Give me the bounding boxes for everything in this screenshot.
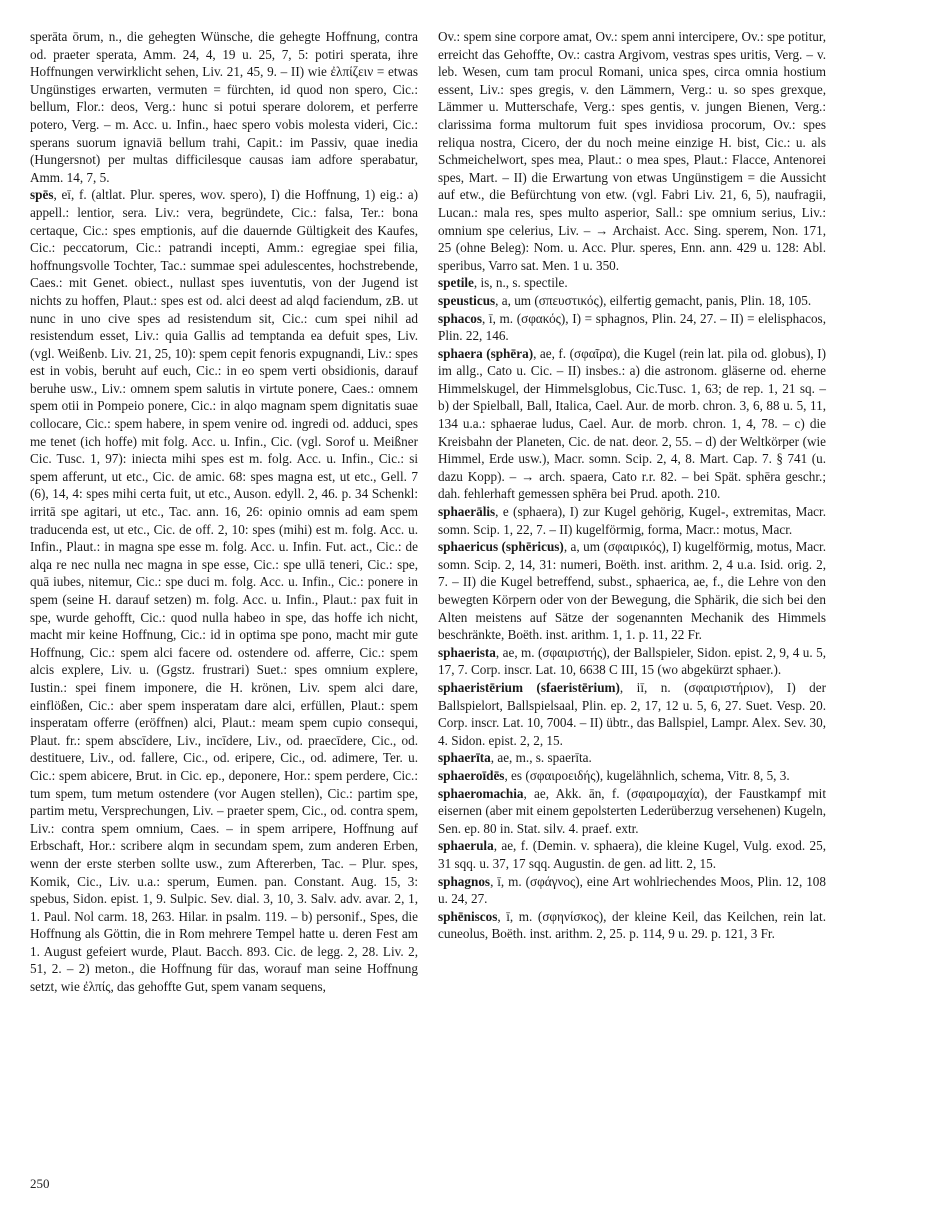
entry-spheniscos: sphēniscos, ī, m. (σφηνίσκος), der kleine Keil, das Keilchen, rein lat. cuneolus, Boëth. inst. arithm. 2, 25. p. 114, 9 u. 29. p. 121, 3 Fr.	[438, 908, 826, 942]
entry-sphagnos: sphagnos, ī, m. (σφάγνος), eine Art wohlriechendes Moos, Plin. 12, 108 u. 24, 27.	[438, 873, 826, 907]
headword: sphaerista	[438, 644, 496, 660]
entry-spetile: spetile, is, n., s. spectile.	[438, 275, 568, 291]
entry-sphacos: sphacos, ī, m. (σφακός), I) = sphagnos, Plin. 24, 27. – II) = elelisphacos, Plin. 22, 146.	[438, 310, 826, 344]
entry-sphaeristerium: sphaeristērium (sfaeristērium), iī, n. (σφαιριστήριον), I) der Ballspielort, Ballspielsaal, Plin. ep. 2, 17, 12 u. 5, 6, 27. Suet. Vesp. 20. Corp. inscr. Lat. 10, 7004. – II) übtr., das Ballspiel, Lampr. Alex. Sev. 30, 4. Sidon. epist. 2, 2, 15.	[438, 679, 826, 748]
headword: sphaerālis	[438, 504, 496, 520]
entry-sphaeromachia: sphaeromachia, ae, Akk. ān, f. (σφαιρομαχία), der Faustkampf mit eisernen (aber mit einem gepolsterten Lederüberzug versehenen) Kugeln, Sen. ep. 80 in. Stat. silv. 4. praef. extr.	[438, 785, 826, 836]
entry-speusticus: speusticus, a, um (σπευστικός), eilfertig gemacht, panis, Plin. 18, 105.	[438, 292, 812, 308]
entry-sphaerista: sphaerista, ae, m. (σφαιριστής), der Ballspieler, Sidon. epist. 2, 9, 4 u. 5, 17, 7. Corp. inscr. Lat. 10, 6638 C III, 15 (wo abgekürzt sphaer.).	[438, 644, 826, 678]
headword: sphaerula	[438, 838, 494, 854]
entry-sperata-continued: sperāta ōrum, n., die gehegten Wünsche, die gehegte Hoffnung, contra od. praeter sperata, Amm. 24, 4, 19 u. 25, 7, 5: potiri sperata, ihre Hoffnungen verwirklicht sehen, Liv. 21, 45, 9. – II) wie ἐλπίζειν = etwas Ungünstiges erwarten, vermuten = fürchten, id quod non spero, Cic.: bellum, Flor.: deos, Verg.: hunc si potui sperare dolorem, et perferre potero, Verg. – m. Acc. u. Infin., haec spero vobis molesta videri, Cic.: sperans suorum ignaviā bellum trahi, Capit.: im Passiv, quae inedia (Hungersnot) per multas difficilesque causas iam adfore sperabatur, Amm. 14, 7, 5.	[30, 29, 418, 185]
page-number: 250	[30, 1176, 50, 1191]
entry-spes: spēs, eī, f. (altlat. Plur. speres, wov. spero), I) die Hoffnung, 1) eig.: a) appell.: lentior, sera. Liv.: vera, begründete, Cic.: falsa, Ter.: bona certaque, Cic.: spes emptionis, auf die dauernde Gültigkeit des Kaufes, Cic.: peccatorum, Cic.: patrandi incepti, Amm.: egregiae spei filia, hoffnungsvolle Tochter, Tac.: summae spei adulescentes, hochstrebende, Caes.: mit Genet. obiect., nullast spes iuventutis, von der Jugend ist nichts zu hoffen, Plaut.: spes est od. alci deest ad alqd faciendum, zB. ut nunc in uno cive spes ad resistendum sit, Cic.: cum spei nihil ad resistendum esset, Liv.: quia Gallis ad temptanda ea defuit spes, Liv. (vgl. Weißenb. Liv. 21, 25, 10): spem cepit fenoris expugnandi, Liv.: spes est in vobis, beruht auf euch, Cic.: in eo spem verti obsidionis, darauf beruhe usw., Liv.: omnem spem salutis in virtute ponere, Caes.: omnem spem otii in Pompeio ponere, Cic.: in alqo magnam spem dignitatis suae collocare, Cic.: spem habere, in spem venire od. ingredi od. adduci, spes me tenet (ich hoffe) mit folg. Acc. u. Infin., Cic. (vgl. Sorof u. Meißner Cic. Tusc. 1, 97): iniecta mihi spes est m. folg. Acc. u. Infin., Cic.: si spem afferunt, ut etc., Cic. de amic. 68: spes magna est, ut etc., Gell. 7 (6), 14, 4: spes mihi certa fuit, ut etc., Auson. edyll. 2, 46. p. 34 Schenkl: irritā spe agitari, ut etc., Tac. ann. 16, 26: opinio omnis ad eam spem traducenda est, ut etc., Cic. de off. 2, 10: spes (mihi) est m. folg. Acc. u. Infin., Plaut.: in magna spe esse m. folg. Acc. u. Infin. Fut. act., Cic.: de alqa re nec nulla nec magna in spe esse, Cic.: spe ullā teneri, Cic.: spe, quā iubes, nitemur, Cic.: spe duci m. folg. Acc. u. Infin., Cic.: ponere in spem (seine H. darauf setzen) m. folg. Acc. u. Infin., Plaut.: pax fuit in spe, wurde gehofft, Cic.: quod nulla habeo in spe, das hoffe ich nicht, macht mir keine Hoffnung, Cic.: id in optima spe pono, macht mir gute Hoffnung, Cic.: spem alci facere od. ostendere od. afferre, Cic.: spem alcis explere, Liv. u. (Ggstz. frustrari) Suet.: spes omnium explere, Iustin.: spei finem imponere, die H. krönen, Liv. spem alci dare, einflößen, Cic.: aber spem insperatam dare alci, erfüllen, Plaut.: spem insperatam offerre (eröffnen) alci, Plaut.: meam spem cupio consequi, Plaut. fr.: spem abscīdere, Liv., incīdere, Liv., od. praecīdere, Cic., od. destituere, Liv., od. fallere, Cic., od. eripere, Cic., od. adimere, Ter. u. Cic.: spem abicere, Brut. in Cic. ep., deponere, Hor.: spem perdere, Cic.: tum spem, tum metum ostendere (vor Augen stellen), Cic.: partim spe, partim metu, Versprechungen, Liv. – praeter spem, Cic., od. contra spem, Liv.: contra spem omnium, Caes. – in spem arripere, Hoffnung auf Erbschaft, Hor.: scribere alqm in secundam spem, zum anderen Erben, wenn der erste sterben sollte usw., zum Aftererben, Tac. – Plur. spes, Komik, Cic., Liv. u.a.: sperum, Eumen. pan. Constant. Aug. 15, 3: spebus, Sidon. epist. 1, 9. Sulpic. Sev. dial. 3, 10, 3. Salv. adv. avar. 2, 1, 1. Paul. Nol carm. 18, 263. Hilar. in psalm. 119. – b) personif., Spes, die Hoffnung als Göttin, die in Rom mehrere Tempel hatte u. deren Fest am 1. August gefeiert wurde, Plaut. Bacch. 893. Cic. de legg. 2, 28. Liv. 2, 51, 2. – 2) meton., die Hoffnung für das, worauf man seine Hoffnung setzt, wie ἐλπίς, das gehoffte Gut, spem vanam sequens,	[30, 187, 418, 995]
headword: sphaeroīdēs	[438, 767, 505, 783]
headword: sphacos	[438, 310, 482, 326]
headword: spetile	[438, 275, 474, 291]
headword: sphēniscos	[438, 908, 498, 924]
headword: sphagnos	[438, 873, 491, 889]
headword: spēs	[30, 187, 54, 203]
headword: sphaerīta	[438, 750, 491, 766]
headword: sphaera (sphēra)	[438, 345, 534, 361]
entry-sphaeroides: sphaeroīdēs, es (σφαιροειδής), kugelähnlich, schema, Vitr. 8, 5, 3.	[438, 767, 790, 783]
headword: sphaericus (sphēricus)	[438, 539, 564, 555]
headword: sphaeristērium (sfaeristērium)	[438, 679, 620, 695]
entry-sphaera: sphaera (sphēra), ae, f. (σφαῖρα), die Kugel (rein lat. pila od. globus), I) im allg., Cato u. Cic. – II) insbes.: a) die astronom. gläserne od. eherne Himmelskugel, der Himmelsglobus, Cic.Tusc. 1, 63; de rep. 1, 21 sq. – b) der Spielball, Ball, Italica, Cael. Aur. de morb. chron. 3, 6, 88 u. 5, 11, 134 u.a.: sphaerae ludus, Cael. Aur. de morb. chron. 1, 4, 78. – c) die Kreisbahn der Planeten, Cic. de nat. deor. 2, 55. – d) der Weltkörper (wie Himmel, Erde usw.), Macr. somn. Scip. 2, 4, 8. Mart. Cap. 7. § 741 (u. dazu Kopp). – → arch. spaera, Cato r.r. 82. – bei Spät. sphēra geschr.; dah. fehlerhaft gemessen sphēra bei Prud. apoth. 210.	[438, 345, 826, 502]
right-column	[438, 28, 826, 943]
headword: speusticus	[438, 292, 496, 308]
entry-spes-continued: Ov.: spem sine corpore amat, Ov.: spem anni intercipere, Ov.: spe potitur, erreicht das Gehoffte, Ov.: castra Argivom, vestras spes uritis, Verg. – v. leb. Wesen, cum tam procul Romani, unica spes, circa omnia hostium essent, Liv.: spes gregis, v. den Lämmern, Verg.: u. so spes grexque, Lämmer u. Mutterschafe, Verg.: spes gentis, v. jungen Bienen, Verg.: clarissima forma multorum fuit spes invidiosa procorum, Ov.: spes reliqua nostra, Cicero, der du noch meine einzige H. bist, Cic.: u. als Schmeichelwort, spes mea, Plaut.: o mea spes, Plaut.: Flacce, Antenorei spes, Mart. – II) die Erwartung von etwas Ungünstigem = die Aussicht auf etw., die Befürchtung von etw. (vgl. Fabri Liv. 21, 6, 5), naufragii, Lucan.: mala res, spes multo asperior, Sall.: spe omnium serius, Liv.: omnium spe celerius, Liv. – → Archaist. Acc. Sing. sperem, Non. 171, 25 (ohne Beleg): Nom. u. Acc. Plur. speres, Enn. ann. 429 u. 128: Abl. speribus, Varro sat. Men. 1 u. 350.	[438, 29, 826, 273]
entry-sphaerula: sphaerula, ae, f. (Demin. v. sphaera), die kleine Kugel, Vulg. exod. 25, 31 sqq. u. 37, 17 sqq. Augustin. de gen. ad litt. 2, 15.	[438, 838, 826, 871]
left-column	[30, 28, 418, 996]
entry-sphaerita: sphaerīta, ae, m., s. spaerīta.	[438, 750, 592, 766]
dictionary-page	[30, 28, 910, 1178]
headword: sphaeromachia	[438, 785, 524, 801]
entry-sphaericus: sphaericus (sphēricus), a, um (σφαιρικός), I) kugelförmig, motus, Macr. somn. Scip. 2, 14, 31: numeri, Boëth. inst. arithm. 2, 4 u.a. Isid. orig. 2, 7. – II) die Kugel betreffend, subst., sphaerica, ae, f., die Lehre von den bewegten Körpern oder von der Bewegung, die Sphärik, die sich bei den Alten meistens auf Sätze der sogenannten Mechanik des Himmels beschränkte, Boëth. inst. arithm. 1, 1. p. 11, 22 Fr.	[438, 539, 826, 643]
entry-sphaeralis: sphaerālis, e (sphaera), I) zur Kugel gehörig, Kugel-, extremitas, Macr. somn. Scip. 1, 22, 7. – II) kugelförmig, forma, Macr.: motus, Macr.	[438, 504, 826, 537]
